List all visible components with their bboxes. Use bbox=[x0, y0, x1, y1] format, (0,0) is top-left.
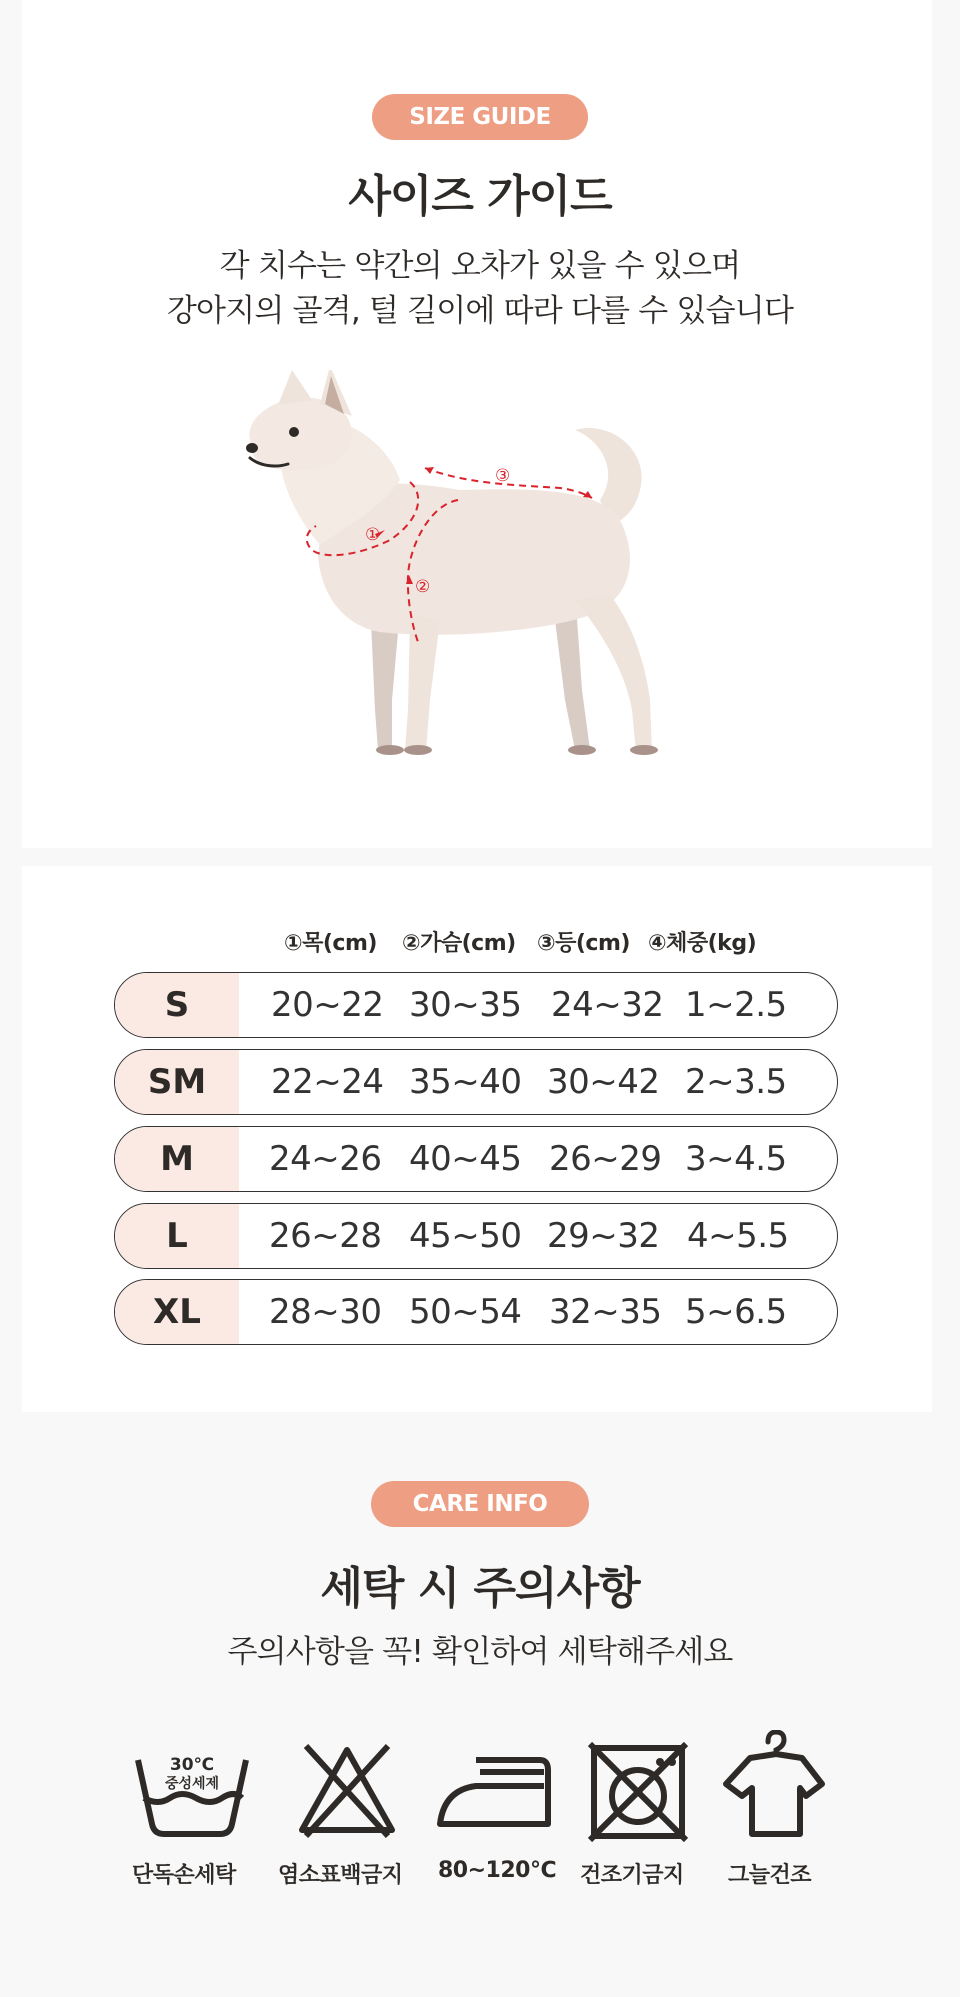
table-row bbox=[114, 972, 838, 1038]
care-info-desc: 주의사항을 꼭! 확인하여 세탁해주세요 bbox=[227, 1634, 733, 1670]
neck-value: 26~28 bbox=[269, 1216, 382, 1256]
chest-mark: ② bbox=[415, 577, 431, 597]
header-back: ③등(cm) bbox=[537, 931, 630, 956]
shade-dry-icon bbox=[722, 1730, 826, 1846]
size-label: L bbox=[115, 1204, 239, 1268]
care-label-hand-wash: 단독손세탁 bbox=[132, 1863, 236, 1888]
neck-value: 24~26 bbox=[269, 1139, 382, 1179]
size-guide-title: 사이즈 가이드 bbox=[348, 171, 612, 222]
neck-value: 20~22 bbox=[271, 985, 384, 1025]
chest-value: 35~40 bbox=[409, 1062, 522, 1102]
table-row bbox=[114, 1126, 838, 1192]
neck-value: 22~24 bbox=[271, 1062, 384, 1102]
chest-value: 45~50 bbox=[409, 1216, 522, 1256]
care-label-no-tumble-dry: 건조기금지 bbox=[580, 1863, 684, 1888]
back-value: 29~32 bbox=[547, 1216, 660, 1256]
table-row bbox=[114, 1049, 838, 1115]
hand-wash-icon bbox=[134, 1740, 250, 1844]
back-value: 24~32 bbox=[551, 985, 664, 1025]
header-chest: ②가슴(cm) bbox=[402, 931, 516, 956]
size-label: SM bbox=[115, 1050, 239, 1114]
table-row bbox=[114, 1279, 838, 1345]
size-label: S bbox=[115, 973, 239, 1037]
care-label-iron: 80~120℃ bbox=[438, 1858, 557, 1883]
weight-value: 3~4.5 bbox=[685, 1139, 787, 1179]
header-weight: ④체중(kg) bbox=[648, 931, 757, 956]
size-guide-desc-line1: 각 치수는 약간의 오차가 있을 수 있으며 bbox=[219, 248, 741, 284]
header-neck: ①목(cm) bbox=[284, 931, 377, 956]
wash-temperature: 30℃ bbox=[169, 1755, 215, 1775]
no-tumble-dry-icon bbox=[586, 1740, 690, 1848]
back-value: 30~42 bbox=[547, 1062, 660, 1102]
chest-value: 50~54 bbox=[409, 1292, 522, 1332]
chest-value: 30~35 bbox=[409, 985, 522, 1025]
weight-value: 5~6.5 bbox=[685, 1292, 787, 1332]
weight-value: 4~5.5 bbox=[687, 1216, 789, 1256]
back-mark: ③ bbox=[495, 466, 511, 486]
neck-mark: ① bbox=[365, 525, 381, 545]
weight-value: 1~2.5 bbox=[685, 985, 787, 1025]
care-info-title: 세탁 시 주의사항 bbox=[320, 1563, 640, 1614]
table-row bbox=[114, 1203, 838, 1269]
chest-value: 40~45 bbox=[409, 1139, 522, 1179]
neck-value: 28~30 bbox=[269, 1292, 382, 1332]
dog-illustration bbox=[230, 370, 690, 770]
care-info-badge: CARE INFO bbox=[371, 1481, 589, 1527]
care-label-no-bleach: 염소표백금지 bbox=[278, 1863, 403, 1888]
size-guide-desc-line2: 강아지의 골격, 털 길이에 따라 다를 수 있습니다 bbox=[166, 293, 794, 329]
back-value: 32~35 bbox=[549, 1292, 662, 1332]
iron-icon bbox=[436, 1740, 554, 1844]
weight-value: 2~3.5 bbox=[685, 1062, 787, 1102]
size-guide-badge: SIZE GUIDE bbox=[372, 94, 588, 140]
wash-detergent: 중성세제 bbox=[164, 1776, 220, 1792]
size-label: M bbox=[115, 1127, 239, 1191]
care-label-shade-dry: 그늘건조 bbox=[728, 1863, 812, 1888]
no-bleach-icon bbox=[296, 1740, 398, 1844]
size-label: XL bbox=[115, 1280, 239, 1344]
back-value: 26~29 bbox=[549, 1139, 662, 1179]
